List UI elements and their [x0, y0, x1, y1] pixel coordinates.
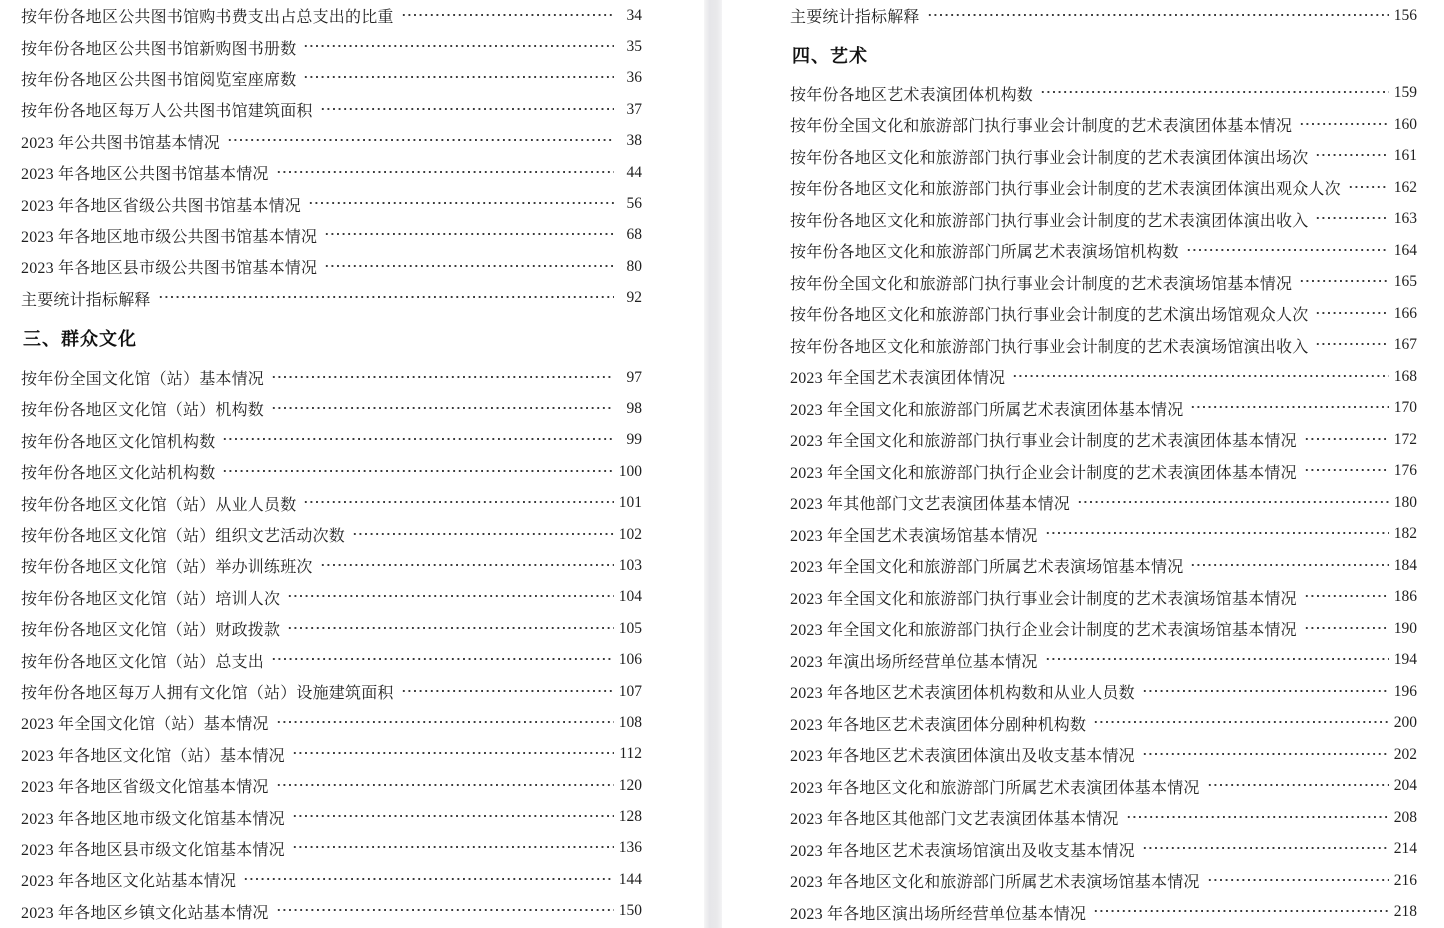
toc-entry	[21, 833, 642, 864]
toc-entry	[21, 63, 642, 94]
dot-leader	[1207, 771, 1389, 803]
toc-entry-page-number: 102	[618, 525, 642, 543]
toc-entry	[790, 834, 1417, 866]
toc-entry	[790, 865, 1417, 897]
toc-entry-page-number: 164	[1393, 241, 1417, 259]
dot-leader	[1093, 897, 1389, 928]
toc-entry-title: 按年份各地区每万人公共图书馆建筑面积	[21, 103, 313, 121]
toc-entry	[21, 487, 642, 518]
toc-entry-page-number: 38	[626, 132, 642, 150]
toc-entry-title: 按年份各地区文化馆（站）培训人次	[21, 590, 281, 608]
toc-entry-page-number: 101	[618, 494, 642, 512]
toc-entry-page-number: 106	[618, 651, 642, 669]
toc-entry-page-number: 162	[1393, 178, 1417, 196]
section-header: 四、艺术	[792, 45, 868, 66]
toc-entry	[790, 109, 1417, 141]
toc-entry	[790, 78, 1417, 110]
toc-entry-page-number: 98	[626, 399, 642, 417]
toc-entry	[790, 0, 1417, 32]
dot-leader	[303, 31, 614, 62]
dot-leader	[276, 770, 614, 801]
toc-entry-page-number: 100	[618, 462, 642, 480]
dot-leader	[1299, 267, 1389, 299]
toc-page-right	[722, 0, 1444, 928]
toc-entry	[790, 204, 1417, 236]
toc-entry-title: 按年份各地区公共图书馆购书费支出占总支出的比重	[21, 9, 394, 27]
dot-leader	[324, 220, 614, 251]
dot-leader	[1045, 519, 1389, 551]
toc-entry	[21, 220, 642, 251]
dot-leader	[320, 94, 614, 125]
dot-leader	[1207, 865, 1389, 897]
dot-leader	[1142, 676, 1389, 708]
toc-entry-page-number: 161	[1393, 147, 1417, 165]
toc-entry-title: 按年份各地区公共图书馆新购图书册数	[21, 40, 297, 58]
toc-entry-page-number: 167	[1393, 336, 1417, 354]
toc-entry	[21, 393, 642, 424]
toc-entry-title: 按年份各地区文化和旅游部门执行事业会计制度的艺术表演团体演出观众人次	[790, 181, 1341, 199]
toc-entry-title: 2023 年各地区文化和旅游部门所属艺术表演团体基本情况	[790, 779, 1200, 797]
toc-entry-title: 按年份各地区文化和旅游部门执行事业会计制度的艺术表演场馆演出收入	[790, 338, 1309, 356]
toc-entry-title: 2023 年其他部门文艺表演团体基本情况	[790, 496, 1071, 514]
toc-entry-page-number: 107	[618, 682, 642, 700]
toc-entry	[21, 801, 642, 832]
toc-entry-page-number: 170	[1393, 399, 1417, 417]
dot-leader	[1190, 550, 1389, 582]
toc-entry	[790, 582, 1417, 614]
toc-entry-title: 2023 年各地区文化和旅游部门所属艺术表演场馆基本情况	[790, 874, 1200, 892]
toc-entry-title: 2023 年全国艺术表演团体情况	[790, 370, 1006, 388]
toc-entry	[790, 897, 1417, 928]
toc-entry-page-number: 56	[626, 195, 642, 213]
toc-entry-title: 按年份各地区文化和旅游部门所属艺术表演场馆机构数	[790, 244, 1179, 262]
toc-entry-page-number: 150	[618, 902, 642, 920]
toc-entry-page-number: 214	[1393, 840, 1417, 858]
toc-entry-title: 2023 年各地区其他部门文艺表演团体基本情况	[790, 811, 1119, 829]
toc-entry-title: 2023 年各地区演出场所经营单位基本情况	[790, 905, 1087, 923]
dot-leader	[1093, 708, 1389, 740]
toc-entry	[790, 235, 1417, 267]
toc-entry-title: 2023 年全国文化和旅游部门所属艺术表演团体基本情况	[790, 401, 1184, 419]
dot-leader	[276, 157, 614, 188]
toc-entry-page-number: 37	[626, 100, 642, 118]
toc-entry	[21, 456, 642, 487]
dot-leader	[401, 0, 614, 31]
toc-entry-title: 2023 年公共图书馆基本情况	[21, 134, 221, 152]
toc-entry-title: 按年份全国文化和旅游部门执行事业会计制度的艺术表演团体基本情况	[790, 118, 1293, 136]
dot-leader	[303, 63, 614, 94]
dot-leader	[1142, 834, 1389, 866]
dot-leader	[927, 0, 1389, 32]
toc-entry-page-number: 128	[618, 808, 642, 826]
toc-entry-page-number: 108	[618, 713, 642, 731]
dot-leader	[276, 707, 614, 738]
toc-entry-page-number: 104	[618, 588, 642, 606]
toc-entry-title: 2023 年各地区乡镇文化站基本情况	[21, 904, 269, 922]
dot-leader	[1304, 613, 1389, 645]
toc-entry	[790, 330, 1417, 362]
toc-entry-title: 按年份全国文化和旅游部门执行事业会计制度的艺术表演场馆基本情况	[790, 275, 1293, 293]
toc-entry-page-number: 99	[626, 431, 642, 449]
toc-entry-title: 2023 年各地区地市级公共图书馆基本情况	[21, 228, 318, 246]
dot-leader	[1142, 739, 1389, 771]
toc-entry-title: 2023 年全国文化和旅游部门所属艺术表演场馆基本情况	[790, 559, 1184, 577]
toc-page-left	[0, 0, 706, 928]
toc-entry-page-number: 35	[626, 38, 642, 56]
toc-entry-title: 按年份各地区文化馆（站）机构数	[21, 402, 265, 420]
toc-entry	[21, 126, 642, 157]
toc-entry	[21, 362, 642, 393]
toc-entry-title: 按年份各地区艺术表演团体机构数	[790, 86, 1034, 104]
toc-entry	[790, 298, 1417, 330]
toc-entry	[21, 770, 642, 801]
toc-entry-page-number: 165	[1393, 273, 1417, 291]
toc-entry-title: 2023 年各地区县市级公共图书馆基本情况	[21, 260, 318, 278]
toc-entry	[21, 739, 642, 770]
toc-entry-title: 2023 年各地区文化站基本情况	[21, 873, 237, 891]
toc-entry-title: 2023 年全国文化馆（站）基本情况	[21, 716, 269, 734]
dot-leader	[1190, 393, 1389, 425]
toc-entry	[790, 676, 1417, 708]
toc-entry-title: 按年份各地区文化馆（站）组织文艺活动次数	[21, 528, 346, 546]
toc-entry-page-number: 182	[1393, 525, 1417, 543]
toc-entry	[21, 550, 642, 581]
toc-entry	[21, 613, 642, 644]
toc-entry-page-number: 36	[626, 69, 642, 87]
toc-entry-page-number: 216	[1393, 871, 1417, 889]
dot-leader	[308, 188, 614, 219]
dot-leader	[1040, 78, 1389, 110]
toc-entry-title: 2023 年各地区省级文化馆基本情况	[21, 779, 269, 797]
toc-entry-page-number: 160	[1393, 115, 1417, 133]
toc-entry-title: 按年份各地区公共图书馆阅览室座席数	[21, 71, 297, 89]
toc-entry	[790, 141, 1417, 173]
toc-entry	[790, 424, 1417, 456]
toc-entry	[21, 896, 642, 927]
dot-leader	[1299, 109, 1389, 141]
dot-leader	[1045, 645, 1389, 677]
dot-leader	[292, 801, 614, 832]
dot-leader	[158, 283, 614, 314]
toc-entry-page-number: 166	[1393, 304, 1417, 322]
toc-entry	[790, 393, 1417, 425]
dot-leader	[1315, 204, 1389, 236]
toc-entry-title: 按年份各地区文化和旅游部门执行事业会计制度的艺术演出场馆观众人次	[790, 307, 1309, 325]
toc-entry-title: 2023 年各地区县市级文化馆基本情况	[21, 841, 285, 859]
dot-leader	[243, 864, 614, 895]
dot-leader	[352, 519, 614, 550]
dot-leader	[276, 896, 614, 927]
toc-entry-title: 2023 年各地区艺术表演场馆演出及收支基本情况	[790, 842, 1135, 860]
dot-leader	[1304, 582, 1389, 614]
dot-leader	[401, 676, 614, 707]
dot-leader	[320, 550, 614, 581]
toc-entry	[790, 519, 1417, 551]
toc-entry	[21, 676, 642, 707]
toc-entry-page-number: 80	[626, 257, 642, 275]
toc-entry	[21, 283, 642, 314]
toc-entry	[790, 708, 1417, 740]
toc-entry-page-number: 163	[1393, 210, 1417, 228]
toc-entry-page-number: 200	[1393, 714, 1417, 732]
dot-leader	[287, 613, 614, 644]
toc-entry-title: 2023 年全国文化和旅游部门执行企业会计制度的艺术表演场馆基本情况	[790, 622, 1297, 640]
toc-entry	[790, 802, 1417, 834]
toc-entry-page-number: 136	[618, 839, 642, 857]
toc-entry	[790, 613, 1417, 645]
toc-entry-title: 按年份各地区每万人拥有文化馆（站）设施建筑面积	[21, 685, 394, 702]
toc-entry	[21, 707, 642, 738]
dot-leader	[1315, 298, 1389, 330]
toc-entry-page-number: 196	[1393, 682, 1417, 700]
toc-entry-page-number: 176	[1393, 462, 1417, 480]
toc-entry-title: 按年份全国文化馆（站）基本情况	[21, 371, 265, 389]
dot-leader	[292, 739, 614, 770]
toc-entry-title: 2023 年演出场所经营单位基本情况	[790, 653, 1038, 671]
dot-leader	[271, 644, 614, 675]
dot-leader	[1348, 172, 1389, 204]
toc-entry-page-number: 144	[618, 870, 642, 888]
toc-entry	[790, 550, 1417, 582]
toc-entry	[790, 487, 1417, 519]
toc-entry	[21, 188, 642, 219]
toc-entry-page-number: 194	[1393, 651, 1417, 669]
toc-entry-title: 按年份各地区文化和旅游部门执行事业会计制度的艺术表演团体演出收入	[790, 212, 1309, 230]
dot-leader	[1077, 487, 1389, 519]
toc-entry	[21, 644, 642, 675]
toc-entry-page-number: 120	[618, 776, 642, 794]
toc-entry-title: 2023 年全国文化和旅游部门执行事业会计制度的艺术表演场馆基本情况	[790, 590, 1297, 608]
dot-leader	[1304, 456, 1389, 488]
dot-leader	[292, 833, 614, 864]
toc-entry-page-number: 204	[1393, 777, 1417, 795]
toc-entry	[21, 519, 642, 550]
toc-entry-title: 2023 年全国艺术表演场馆基本情况	[790, 527, 1038, 545]
toc-entry	[21, 0, 642, 31]
toc-entry	[21, 31, 642, 62]
toc-entry-page-number: 202	[1393, 745, 1417, 763]
toc-entry-title: 2023 年全国文化和旅游部门执行企业会计制度的艺术表演团体基本情况	[790, 464, 1297, 482]
dot-leader	[287, 582, 614, 613]
toc-entry	[21, 425, 642, 456]
toc-entry	[21, 864, 642, 895]
toc-entry-page-number: 190	[1393, 619, 1417, 637]
toc-entry-title: 2023 年各地区艺术表演团体分剧种机构数	[790, 716, 1087, 734]
dot-leader	[1315, 141, 1389, 173]
dot-leader	[1315, 330, 1389, 362]
toc-entry-page-number: 168	[1393, 367, 1417, 385]
toc-entry-title: 主要统计指标解释	[790, 9, 920, 27]
toc-entry-title: 2023 年各地区省级公共图书馆基本情况	[21, 197, 302, 215]
toc-entry-title: 2023 年各地区地市级文化馆基本情况	[21, 810, 285, 828]
toc-entry-page-number: 103	[618, 556, 642, 574]
toc-entry-title: 按年份各地区文化馆（站）财政拨款	[21, 622, 281, 640]
toc-entry-title: 按年份各地区文化站机构数	[21, 465, 216, 483]
toc-entry-page-number: 105	[618, 619, 642, 637]
dot-leader	[1126, 802, 1389, 834]
dot-leader	[222, 425, 614, 456]
section-header: 三、群众文化	[23, 328, 137, 349]
toc-entry-title: 主要统计指标解释	[21, 291, 151, 309]
toc-entry	[790, 267, 1417, 299]
toc-entry-title: 2023 年各地区公共图书馆基本情况	[21, 166, 269, 184]
dot-leader	[222, 456, 614, 487]
dot-leader	[1304, 424, 1389, 456]
toc-entry-page-number: 180	[1393, 493, 1417, 511]
toc-entry-page-number: 97	[626, 368, 642, 386]
toc-entry	[21, 157, 642, 188]
dot-leader	[271, 362, 614, 393]
toc-entry-title: 2023 年各地区文化馆（站）基本情况	[21, 747, 285, 765]
toc-entry-title: 按年份各地区文化和旅游部门执行事业会计制度的艺术表演团体演出场次	[790, 149, 1309, 167]
toc-entry-page-number: 112	[619, 745, 642, 763]
toc-entry	[790, 456, 1417, 488]
toc-entry-page-number: 92	[626, 289, 642, 307]
toc-entry-title: 按年份各地区文化馆（站）举办训练班次	[21, 559, 313, 577]
toc-entry	[790, 361, 1417, 393]
toc-entry-title: 按年份各地区文化馆（站）从业人员数	[21, 496, 297, 514]
toc-entry-page-number: 44	[626, 163, 642, 181]
toc-entry-page-number: 159	[1393, 84, 1417, 102]
toc-entry-page-number: 184	[1393, 556, 1417, 574]
toc-entry-page-number: 218	[1393, 903, 1417, 921]
toc-entry-page-number: 34	[626, 6, 642, 24]
toc-entry	[21, 582, 642, 613]
dot-leader	[1186, 235, 1389, 267]
toc-entry	[790, 739, 1417, 771]
toc-entry	[21, 94, 642, 125]
toc-entry	[790, 771, 1417, 803]
dot-leader	[324, 251, 614, 282]
toc-entry	[790, 172, 1417, 204]
toc-entry-title: 按年份各地区文化馆机构数	[21, 433, 216, 451]
toc-entry-title: 2023 年各地区艺术表演团体机构数和从业人员数	[790, 685, 1135, 703]
toc-entry	[21, 251, 642, 282]
toc-entry-page-number: 172	[1393, 430, 1417, 448]
dot-leader	[227, 126, 614, 157]
page-gutter-divider	[704, 0, 723, 928]
toc-entry-title: 2023 年各地区艺术表演团体演出及收支基本情况	[790, 748, 1135, 766]
toc-entry-page-number: 208	[1393, 808, 1417, 826]
toc-entry	[790, 645, 1417, 677]
toc-entry-title: 按年份各地区文化馆（站）总支出	[21, 653, 265, 671]
toc-entry-page-number: 186	[1393, 588, 1417, 606]
dot-leader	[271, 393, 614, 424]
toc-entry-title: 2023 年全国文化和旅游部门执行事业会计制度的艺术表演团体基本情况	[790, 433, 1297, 451]
dot-leader	[303, 487, 614, 518]
dot-leader	[1012, 361, 1389, 393]
toc-entry-page-number: 68	[626, 226, 642, 244]
toc-entry-page-number: 156	[1393, 6, 1417, 24]
